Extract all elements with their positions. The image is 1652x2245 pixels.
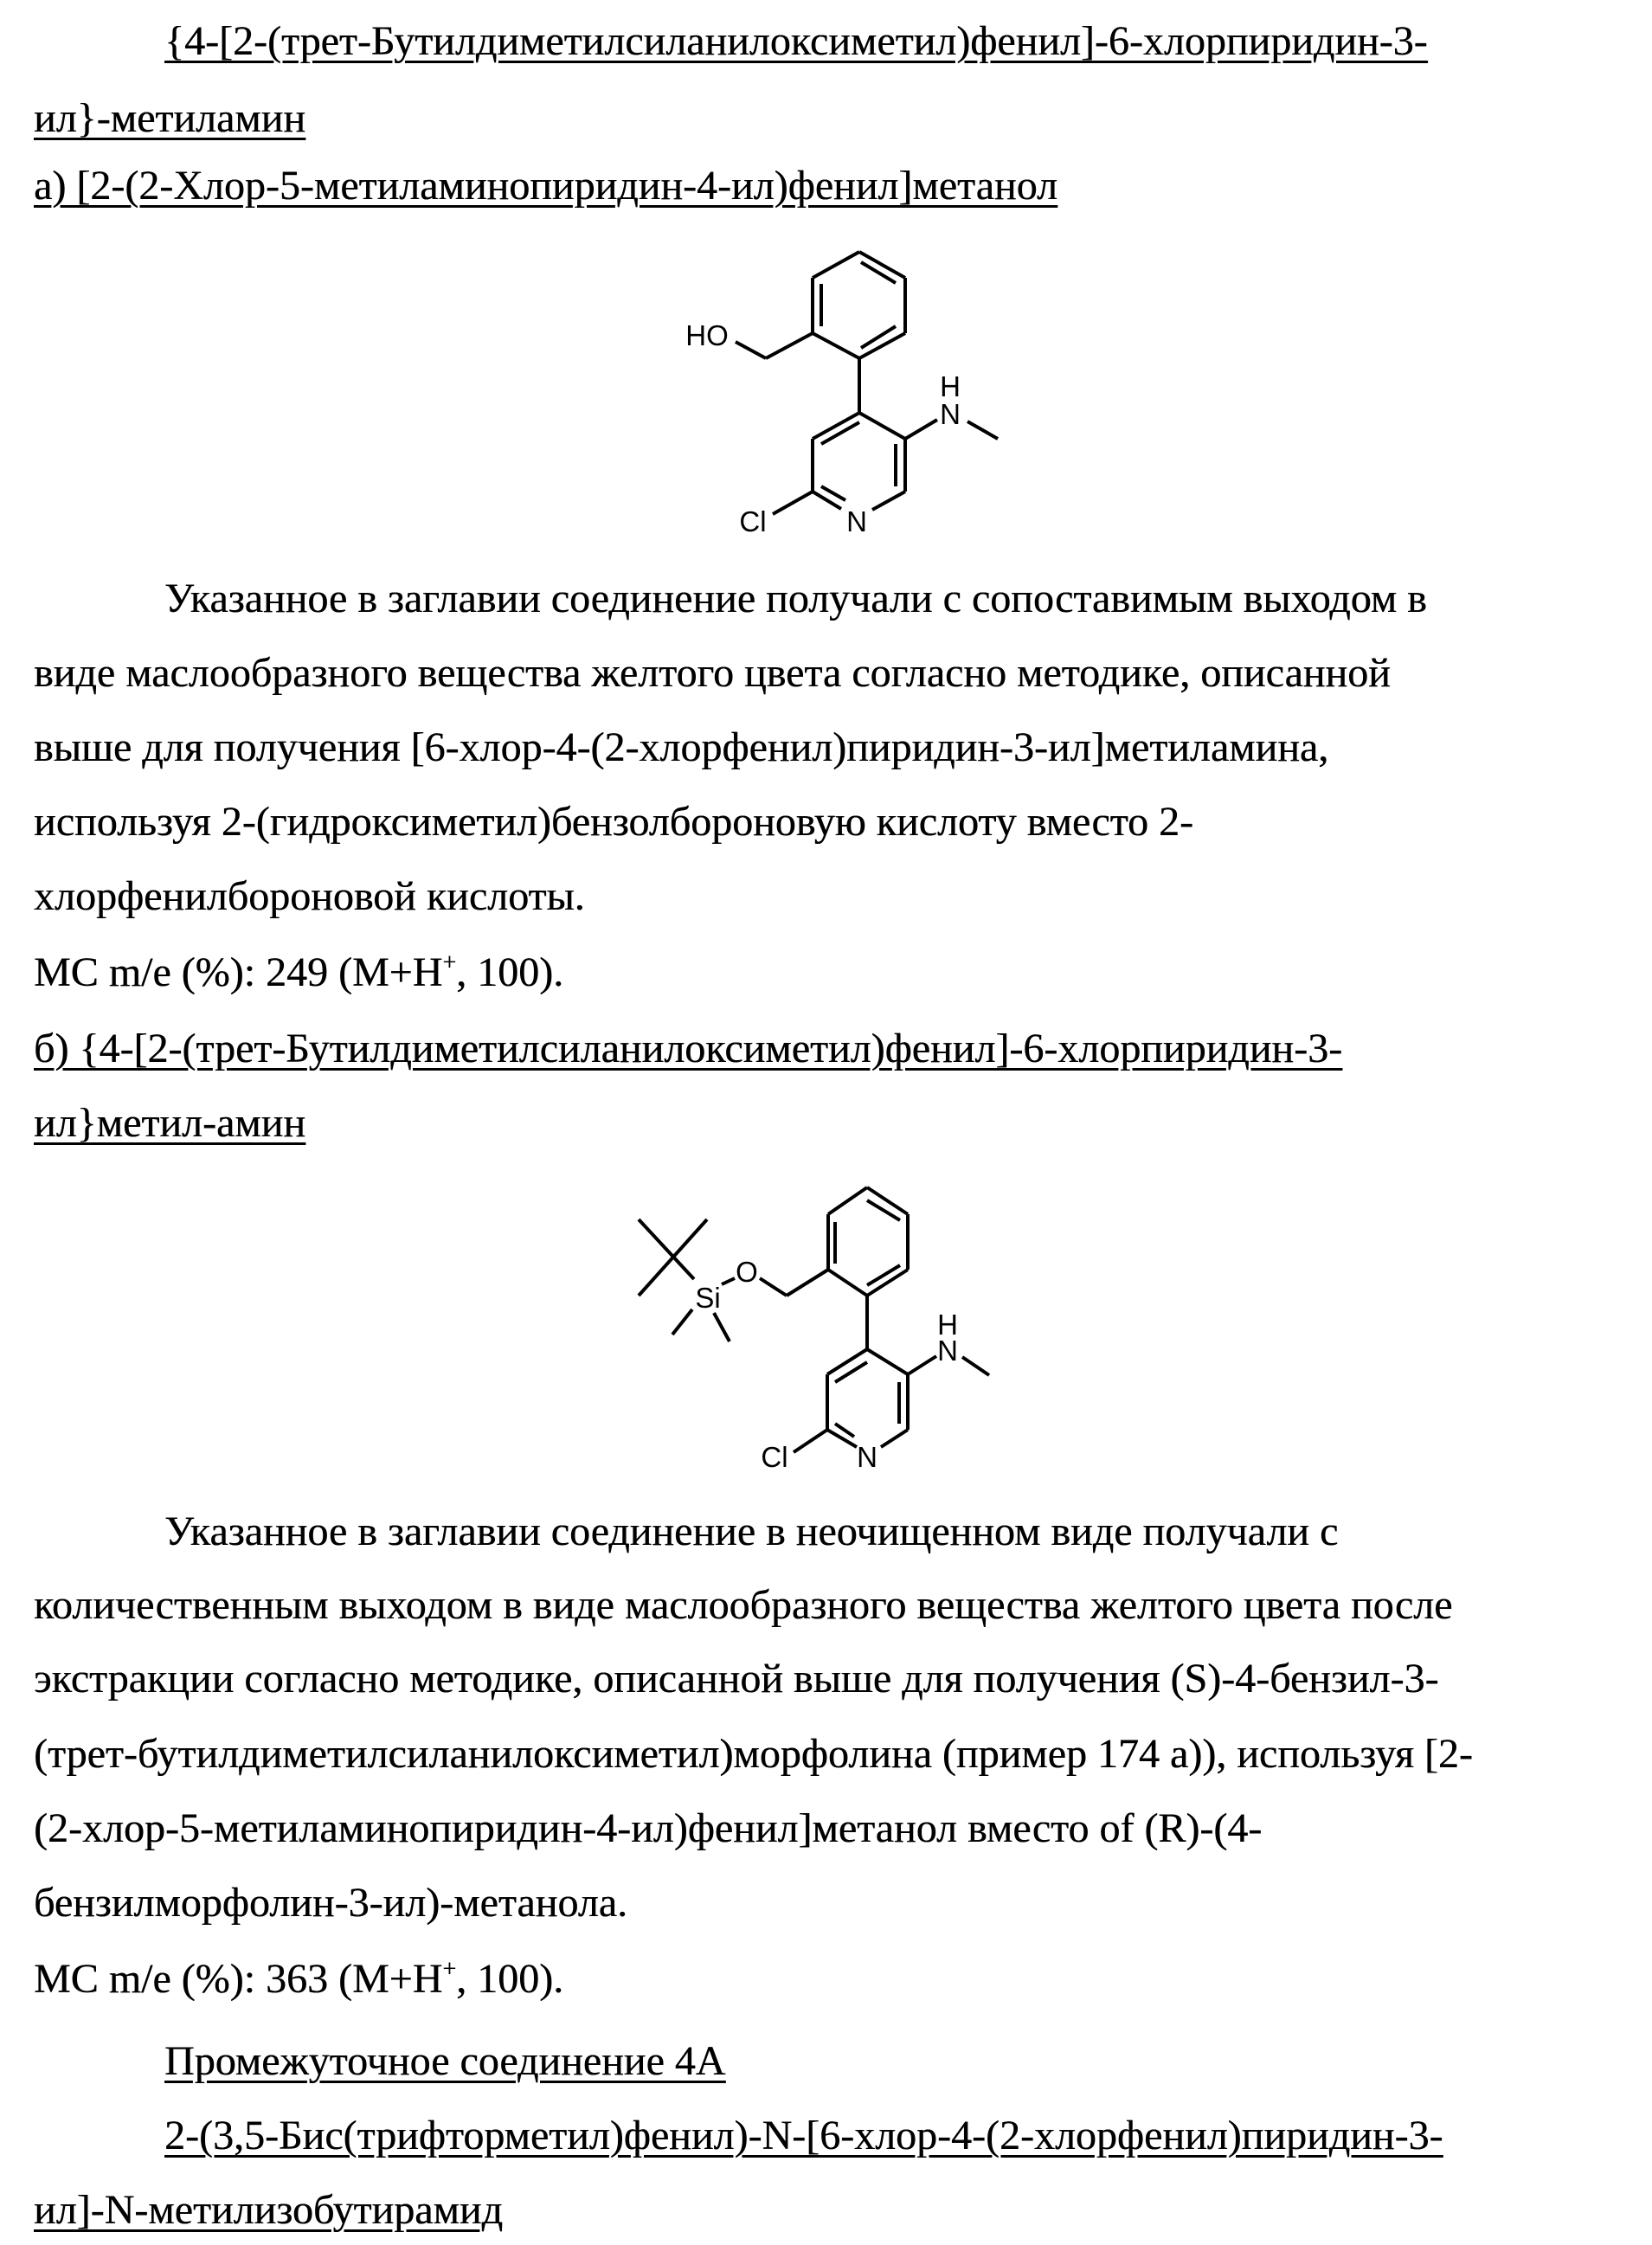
ring-n-label: N — [846, 505, 867, 537]
step-b-heading-line-1: б) {4-[2-(трет-Бутилдиметилсиланилоксиметил)фенил]-6-хлорпиридин-3- — [34, 1028, 1342, 1070]
h-label: H — [937, 1309, 958, 1341]
title-line-2: ил}-метиламин — [34, 98, 305, 139]
si-label: Si — [695, 1282, 720, 1314]
step-b-heading-line-2: ил}метил-амин — [34, 1103, 305, 1144]
ms-prefix: МС m/e (%): 249 (M+H — [34, 949, 442, 995]
paragraph-b-line: (трет-бутилдиметилсиланилоксиметил)морфолина (пример 174 а)), используя [2- — [34, 1734, 1473, 1775]
ms-result-b — [34, 1959, 563, 2000]
paragraph-b-line: (2-хлор-5-метиламинопиридин-4-ил)фенил]метанол вместо of (R)-(4- — [34, 1808, 1262, 1849]
structure-b — [639, 1187, 989, 1473]
amine-n-label: N — [937, 1335, 958, 1367]
ho-label: HO — [685, 319, 729, 351]
paragraph-a-line: используя 2-(гидроксиметил)бензолбороновую кислоту вместо 2- — [34, 801, 1193, 843]
cl-label: Cl — [739, 505, 766, 537]
paragraph-a-line: хлорфенилбороновой кислоты. — [34, 876, 585, 917]
cl-label: Cl — [761, 1441, 787, 1473]
o-label: O — [736, 1256, 758, 1288]
amine-n-label: N — [940, 398, 961, 430]
paragraph-b-line: Указанное в заглавии соединение в неочищенном виде получали с — [164, 1511, 1338, 1553]
ms-prefix: МС m/e (%): 363 (M+H — [34, 1956, 442, 2002]
paragraph-b-line: экстракции согласно методике, описанной выше для получения (S)-4-бензил-3- — [34, 1658, 1438, 1700]
structure-a — [685, 252, 998, 537]
title-line-1: {4-[2-(трет-Бутилдиметилсиланилоксиметил)фенил]-6-хлорпиридин-3- — [164, 21, 1428, 62]
ms-suffix: , 100). — [456, 1956, 563, 2002]
intermediate-heading: Промежуточное соединение 4А — [164, 2041, 725, 2082]
ring-n-label: N — [857, 1441, 877, 1473]
h-label: H — [940, 370, 961, 402]
intermediate-name-line-2: ил]-N-метилизобутирамид — [34, 2190, 503, 2231]
ms-suffix: , 100). — [456, 949, 563, 995]
intermediate-name-line-1: 2-(3,5-Бис(трифторметил)фенил)-N-[6-хлор-4-(2-хлорфенил)пиридин-3- — [164, 2115, 1443, 2157]
paragraph-a-line: выше для получения [6-хлор-4-(2-хлорфенил)пиридин-3-ил]метиламина, — [34, 727, 1328, 769]
step-a-heading: а) [2-(2-Хлор-5-метиламинопиридин-4-ил)фенил]метанол — [34, 165, 1057, 207]
ms-sup: + — [442, 949, 456, 976]
paragraph-a-line: виде маслообразного вещества желтого цвета согласно методике, описанной — [34, 653, 1391, 694]
paragraph-b-line: количественным выходом в виде маслообразного вещества желтого цвета после — [34, 1585, 1452, 1626]
paragraph-a-line: Указанное в заглавии соединение получали с сопоставимым выходом в — [164, 578, 1427, 620]
ms-result-a — [34, 952, 563, 994]
paragraph-b-line: бензилморфолин-3-ил)-метанола. — [34, 1882, 627, 1924]
ms-sup: + — [442, 1956, 456, 1983]
